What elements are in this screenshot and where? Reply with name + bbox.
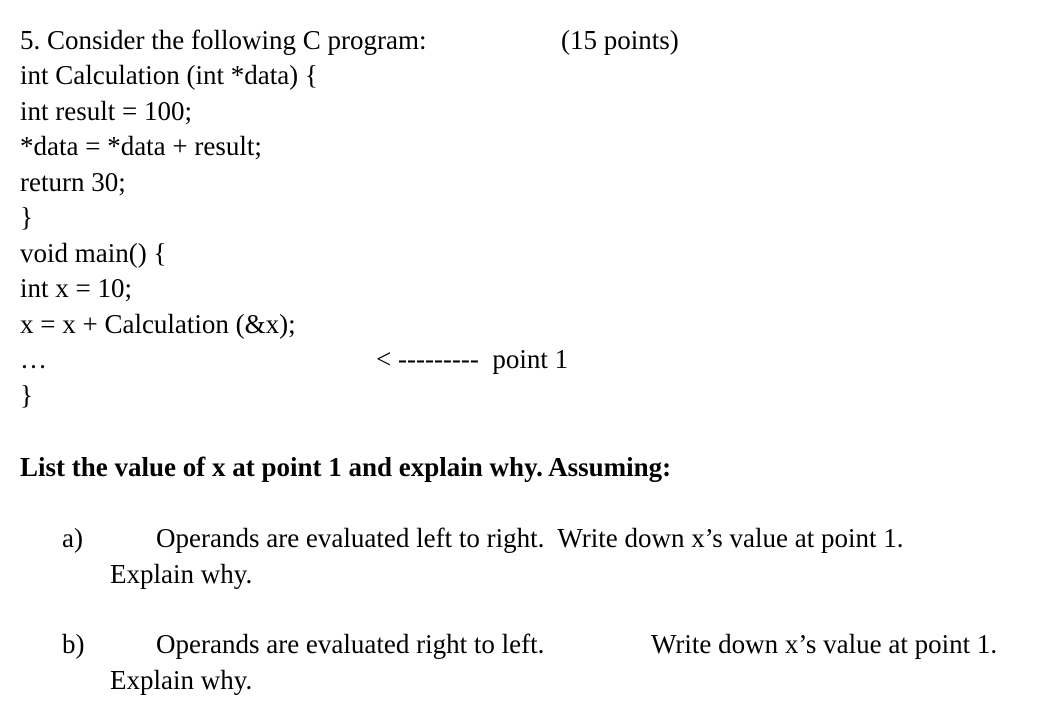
part-a-explain: Explain why. <box>110 559 253 589</box>
point-1-marker: < --------- point 1 <box>376 344 569 374</box>
code-line: void main() { <box>20 238 167 268</box>
code-line: } <box>20 380 33 410</box>
code-line: return 30; <box>20 167 126 197</box>
part-b-text2: Write down x’s value at point 1. <box>651 629 998 659</box>
part-a-label: a) <box>62 523 83 553</box>
code-line: int result = 100; <box>20 96 192 126</box>
instruction: List the value of x at point 1 and explain why. Assuming: <box>20 452 672 482</box>
code-line: } <box>20 202 33 232</box>
code-line: … <box>20 344 47 374</box>
code-line: int Calculation (int *data) { <box>20 60 318 90</box>
part-b-text: Operands are evaluated right to left. <box>156 629 545 659</box>
question-header: 5. Consider the following C program: <box>20 25 427 55</box>
question-points: (15 points) <box>561 25 679 55</box>
code-line: *data = *data + result; <box>20 131 262 161</box>
part-a-text: Operands are evaluated left to right. Write down x’s value at point 1. <box>156 523 904 553</box>
code-line: x = x + Calculation (&x); <box>20 309 296 339</box>
part-b-explain: Explain why. <box>110 665 253 695</box>
code-line: int x = 10; <box>20 273 132 303</box>
part-b-label: b) <box>62 629 85 659</box>
